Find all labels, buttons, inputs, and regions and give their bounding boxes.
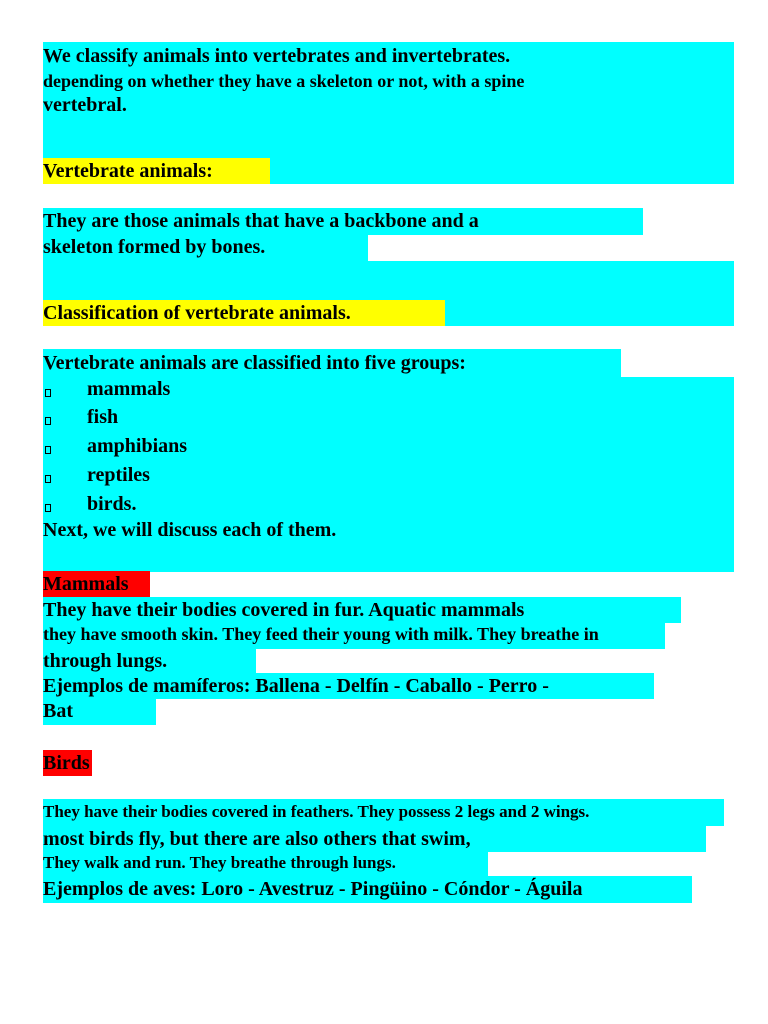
list-item <box>43 404 118 430</box>
birds-line-3: They walk and run. They breathe through lungs. <box>43 853 396 872</box>
vertebrate-heading: Vertebrate animals: <box>43 158 270 184</box>
group-label: birds. <box>87 493 137 515</box>
list-item <box>43 376 170 402</box>
birds-heading: Birds <box>43 750 92 776</box>
list-item <box>43 462 150 488</box>
birds-line-2: most birds fly, but there are also others that swim, <box>43 828 471 850</box>
group-label: reptiles <box>87 464 150 486</box>
square-bullet-icon <box>45 446 51 454</box>
intro-line-2: depending on whether they have a skeleton or not, with a spine <box>43 71 525 91</box>
square-bullet-icon <box>45 504 51 512</box>
birds-line-1: They have their bodies covered in feathers. They possess 2 legs and 2 wings. <box>43 802 590 821</box>
mammals-examples-cont: Bat <box>43 700 73 722</box>
square-bullet-icon <box>45 417 51 425</box>
vertebrate-def-bar-3 <box>43 261 734 300</box>
mammals-line-3: through lungs. <box>43 650 168 672</box>
list-item <box>43 491 136 517</box>
mammals-line-2: they have smooth skin. They feed their young with milk. They breathe in <box>43 624 599 644</box>
group-label: amphibians <box>87 435 188 457</box>
intro-line-1: We classify animals into vertebrates and invertebrates. <box>43 45 511 67</box>
square-bullet-icon <box>45 475 51 483</box>
intro-line-3: vertebral. <box>43 94 127 116</box>
mammals-examples: Ejemplos de mamíferos: Ballena - Delfín - Caballo - Perro - <box>43 675 549 697</box>
vertebrate-def-line-2: skeleton formed by bones. <box>43 236 266 258</box>
birds-examples: Ejemplos de aves: Loro - Avestruz - Pingüino - Cóndor - Águila <box>43 878 583 900</box>
vertebrate-def-line-1: They are those animals that have a backbone and a <box>43 210 479 232</box>
group-label: fish <box>87 406 119 428</box>
list-item <box>43 433 187 459</box>
classification-intro: Vertebrate animals are classified into five groups: <box>43 352 466 374</box>
mammals-line-1: They have their bodies covered in fur. Aquatic mammals <box>43 599 525 621</box>
classification-heading: Classification of vertebrate animals. <box>43 300 445 326</box>
classification-outro: Next, we will discuss each of them. <box>43 519 337 541</box>
group-label: mammals <box>87 378 171 400</box>
square-bullet-icon <box>45 389 51 397</box>
mammals-heading: Mammals <box>43 571 150 597</box>
